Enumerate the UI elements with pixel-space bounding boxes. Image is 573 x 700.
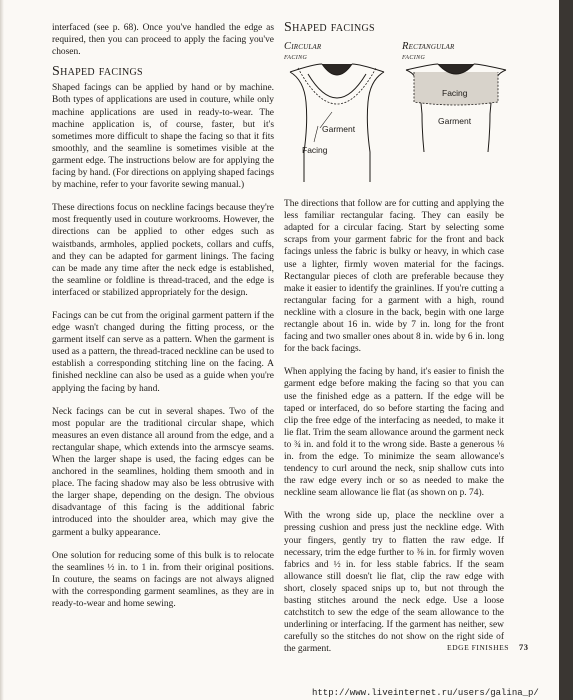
intro-paragraph: interfaced (see p. 68). Once you've handled the edge as required, then you can proceed to apply the facing you've chosen. xyxy=(52,23,274,58)
garment-label: Garment xyxy=(322,124,356,135)
body-paragraph: Neck facings can be cut in several shapes. Two of the most popular are the traditional circular shape, which measures an even distance all around from the edge, and a rectangular shape, which extends into the armscye seams. When the larger shape is used, the facing edges can be anchored in the seamlines, holding them smooth and in place. The facing shadow may also be less obtrusive with the larger shape, depending on the design. The obvious disadvantage of this facing is the additional fabric introduced into the shoulder area, which may give the garment a bulky appearance. xyxy=(52,406,274,538)
page-gutter-shadow xyxy=(0,0,4,700)
figure-illustrations xyxy=(284,40,504,190)
facing-label: Facing xyxy=(442,88,468,99)
facing-label: Facing xyxy=(302,145,328,156)
page-number: 73 xyxy=(518,642,529,652)
page-footer xyxy=(447,642,528,652)
rectangular-facing-caption: Rectangular facing xyxy=(402,41,455,62)
body-paragraph: With the wrong side up, place the neckline over a pressing cushion and press just the neckline edge. With your fingers, gently try to flatten the raw edge. If necessary, trim the edge further to ⅜ in. for firmly woven fabrics and ½ in. for less stable fabrics. If the seam allowance still doesn't lie flat, clip the raw edge with short, closely spaced snips up to, but not through the basting stitches around the neck edge. Use a loose catchstitch to sew the edge of the seam allowance to the underlining or interfacing. If the garment has neither, sew carefully so the stitches do not show on the right side of the garment. xyxy=(284,511,504,655)
body-paragraph: These directions focus on neckline facings because they're most frequently used in couture workrooms. However, the directions can be applied to other edges such as waistbands, armholes, applied pockets, collars and cuffs, and they can be adapted for garment linings. The facing can be made any time after the neck edge is established, the seamline or foldline is thread-traced, and the edge is interfaced or stabilized appropriately for the design. xyxy=(52,203,274,298)
body-paragraph: One solution for reducing some of this bulk is to relocate the seamlines ½ in. to 1 in. from their original positions. In couture, the seams on facings are not always aligned with the corresponding garment seamlines, as they are in ready-to-wear and home sewing. xyxy=(52,550,274,610)
body-paragraph: Shaped facings can be applied by hand or by machine. Both types of applications are used in couture, while only machine applications are used in ready-to-wear. The machine application is, of course, faster, but it's sometimes more difficult to shape the facing so that it fits smoothly, and the seamline is sometimes visible at the garment edge. The instructions below are for applying the facing by hand. (For directions on applying shaped facings by machine, refer to your favorite sewing manual.) xyxy=(52,83,274,191)
garment-label: Garment xyxy=(438,116,472,127)
scan-edge-strip xyxy=(559,0,573,700)
figure-heading: Shaped facings xyxy=(284,20,375,35)
rectangular-facing-illustration xyxy=(402,62,510,162)
section-heading: Shaped facings xyxy=(52,64,143,80)
footer-section-title: EDGE FINISHES xyxy=(447,643,509,652)
circular-facing-caption: Circular facing xyxy=(284,41,322,62)
body-paragraph: Facings can be cut from the original garment pattern if the edge wasn't changed during the fitting process, or the garment itself can serve as a pattern. When the garment is used as a pattern, the thread-traced neckline can be used to establish a corresponding stitching line on the facing. A finished neckline can also be used as a guide when you're applying the facing by hand. xyxy=(52,310,274,394)
body-paragraph: When applying the facing by hand, it's easier to finish the garment edge before making the facing so that you can use the finished edge as a pattern. If the edge will be taped or interfaced, do so before starting the facing and clip the free edge of the interfacing as needed, to make it lie flat. Trim the seam allowance around the garment neck to ¾ in. and fold it to the wrong side. Baste a generous ⅛ in. from the edge. To minimize the seam allowance's tendency to curl around the neck, snip shallow cuts into the raw edge every inch or so as needed to make the neckline seam allowance lie flat (as shown on p. 74). xyxy=(284,367,504,499)
circular-facing-illustration xyxy=(284,62,392,190)
watermark-url: http://www.liveinternet.ru/users/galina_p/ xyxy=(312,688,539,698)
left-column xyxy=(52,22,274,621)
right-column xyxy=(284,22,504,666)
body-paragraph: The directions that follow are for cutting and applying the less familiar rectangular facing. They can easily be adapted for a circular facing. Start by selecting some scraps from your garment fabric for the front and back facings unless the fabric is bulky or heavy, in which case use a lighter, firmly woven material for the facings. Rectangular pieces of cloth are preferable because they make it easier to identify the grainlines. If you're cutting a rectangular facing for a garment with a high, round neckline with a closure in the back, begin with one large rectangle about 16 in. wide by 7 in. long for the front facing and two smaller ones about 8 in. wide by 6 in. long for the back facings. xyxy=(284,199,504,355)
